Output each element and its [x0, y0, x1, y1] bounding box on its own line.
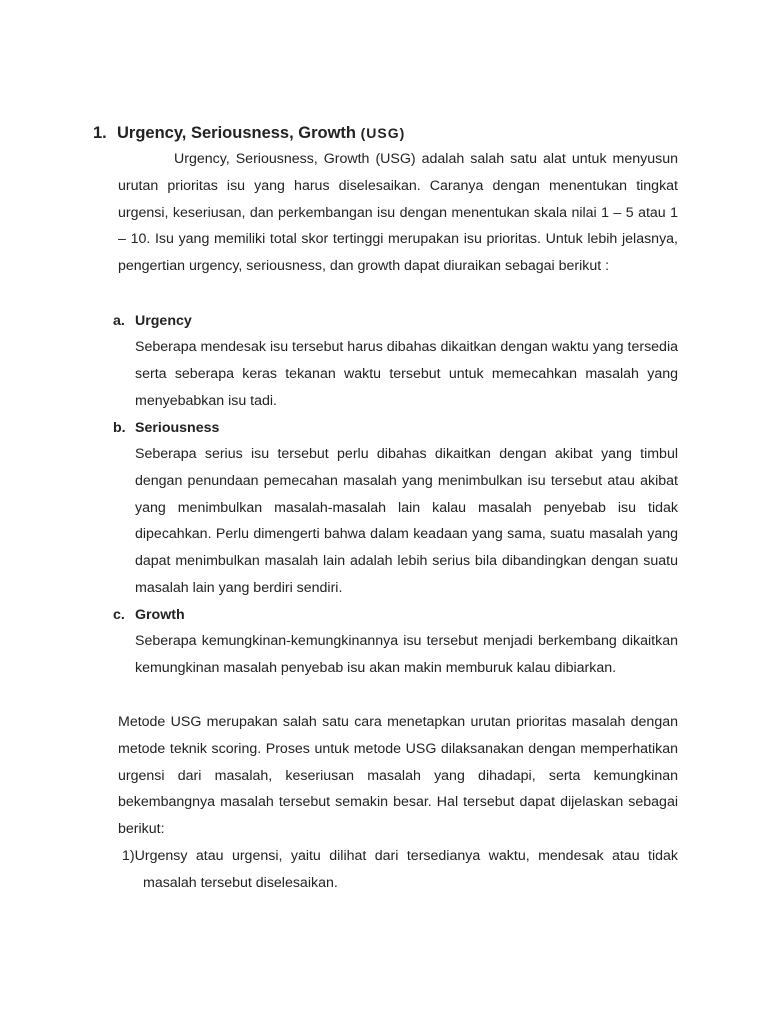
item-title: Growth: [135, 607, 185, 623]
subheading-seriousness: [113, 415, 219, 441]
numbered-item: [118, 843, 678, 897]
item-letter: b.: [113, 420, 126, 436]
section-number: 1.: [93, 124, 107, 142]
urgency-paragraph: Seberapa mendesak isu tersebut harus dibahas dikaitkan dengan waktu yang tersedia serta seberapa keras tekanan waktu tersebut untuk memecahkan masalah yang menyebabkan isu tadi.: [135, 339, 678, 409]
item-letter: a.: [113, 313, 125, 329]
item-title: Seriousness: [135, 420, 220, 436]
seriousness-paragraph: Seberapa serius isu tersebut perlu dibahas dikaitkan dengan akibat yang timbul dengan penundaan pemecahan masalah yang menimbulkan isu tersebut atau akibat yang menimbulkan masalah-masalah lain kalau masalah penyebab isu tidak dipecahkan. Perlu dimengerti bahwa dalam keadaan yang sama, suatu masalah yang dapat menimbulkan masalah lain adalah lebih serius bila dibandingkan dengan suatu masalah lain yang berdiri sendiri.: [135, 446, 678, 596]
subheading-urgency: [113, 308, 192, 334]
item-letter: c.: [113, 607, 125, 623]
growth-paragraph: Seberapa kemungkinan-kemungkinannya isu tersebut menjadi berkembang dikaitkan kemungkinan masalah penyebab isu akan makin memburuk kalau dibiarkan.: [135, 633, 678, 676]
section-heading: [93, 121, 693, 145]
section-title: Urgency, Seriousness, Growth: [117, 124, 357, 142]
numbered-text: Urgensy atau urgensi, yaitu dilihat dari tersedianya waktu, mendesak atau tidak masalah tersebut diselesaikan.: [134, 848, 678, 891]
item-title: Urgency: [135, 313, 192, 329]
intro-paragraph: Urgency, Seriousness, Growth (USG) adalah salah satu alat untuk menyusun urutan prioritas isu yang harus diselesaikan. Caranya dengan menentukan tingkat urgensi, keseriusan, dan perkembangan isu dengan menentukan skala nilai 1 – 5 atau 1 – 10. Isu yang memiliki total skor tertinggi merupakan isu prioritas. Untuk lebih jelasnya, pengertian urgency, seriousness, dan growth dapat diuraikan sebagai berikut :: [118, 151, 678, 275]
method-paragraph: Metode USG merupakan salah satu cara menetapkan urutan prioritas masalah dengan metode teknik scoring. Proses untuk metode USG dilaksanakan dengan memperhatikan urgensi dari masalah, keseriusan masalah yang dihadapi, serta kemungkinan bekembangnya masalah tersebut semakin besar. Hal tersebut dapat dijelaskan sebagai berikut:: [118, 714, 678, 838]
numbered-marker: 1): [122, 848, 135, 864]
subheading-growth: [113, 602, 185, 628]
section-abbreviation: (USG): [360, 125, 406, 141]
